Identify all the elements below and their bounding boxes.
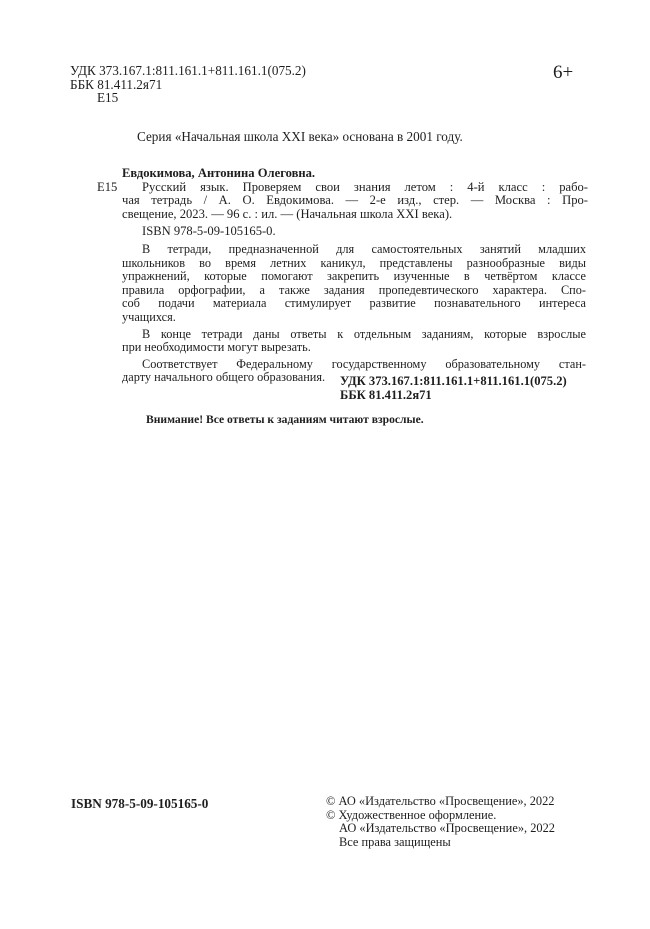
annotation-line: правила орфографии, а также задания пропедевтического характера. Спо- — [122, 282, 586, 297]
annotation-line: В конце тетради даны ответы к отдельным заданиям, которые взрослые — [142, 326, 586, 341]
annotation-line: упражнений, которые помогают закрепить изученные в четвёртом классе — [122, 269, 586, 284]
annotation-line: В тетради, предназначенной для самостоятельных занятий младших — [142, 242, 586, 256]
copyright-line: © Художественное оформление. — [326, 807, 497, 822]
annotation-line: Соответствует Федеральному государственному образовательному стан- — [142, 356, 586, 371]
bibliographic-description — [78, 181, 588, 222]
annotation-line: школьников во время летних каникул, представлены разнообразные виды — [122, 255, 586, 270]
annotation — [122, 243, 586, 385]
series-note: Серия «Начальная школа XXI века» основана в 2001 году. — [137, 129, 463, 144]
bbk-code: ББК 81.411.2я71 — [340, 387, 432, 402]
author-name: Евдокимова, Антонина Олеговна. — [122, 166, 316, 180]
bbk-code: ББК 81.411.2я71 — [70, 76, 163, 92]
udk-code: УДК 373.167.1:811.161.1+811.161.1(075.2) — [340, 374, 567, 388]
classification-header — [70, 64, 306, 105]
description-line: свещение, 2023. — 96 с. : ил. — (Начальная школа XXI века). — [122, 206, 453, 221]
annotation-line: соб подачи материала стимулирует развитие познавательного интереса — [122, 296, 586, 311]
bibliographic-record — [78, 167, 588, 239]
annotation-line: дарту начального общего образования. — [122, 370, 326, 385]
udk-code: УДК 373.167.1:811.161.1+811.161.1(075.2) — [70, 63, 306, 78]
age-rating: 6+ — [553, 62, 574, 83]
author-mark: Е15 — [97, 179, 118, 194]
classification-codes — [340, 375, 567, 402]
annotation-line: учащихся. — [122, 309, 176, 324]
description-line: Русский язык. Проверяем свои знания летом : 4-й класс : рабо- — [142, 179, 588, 194]
copyright-line: © АО «Издательство «Просвещение», 2022 — [326, 794, 555, 808]
copyright-block — [326, 795, 555, 849]
author-mark: Е15 — [97, 90, 119, 106]
rights-reserved: Все права защищены — [339, 834, 451, 849]
annotation-line: при необходимости могут вырезать. — [122, 340, 311, 355]
copyright-line: АО «Издательство «Просвещение», 2022 — [339, 821, 555, 836]
isbn-footer: ISBN 978-5-09-105165-0 — [71, 796, 209, 811]
isbn-line: ISBN 978-5-09-105165-0. — [142, 224, 276, 239]
description-line: чая тетрадь / А. О. Евдокимова. — 2-е изд., стер. — Москва : Про- — [122, 193, 588, 208]
warning-note: Внимание! Все ответы к заданиям читают взрослые. — [146, 413, 424, 426]
